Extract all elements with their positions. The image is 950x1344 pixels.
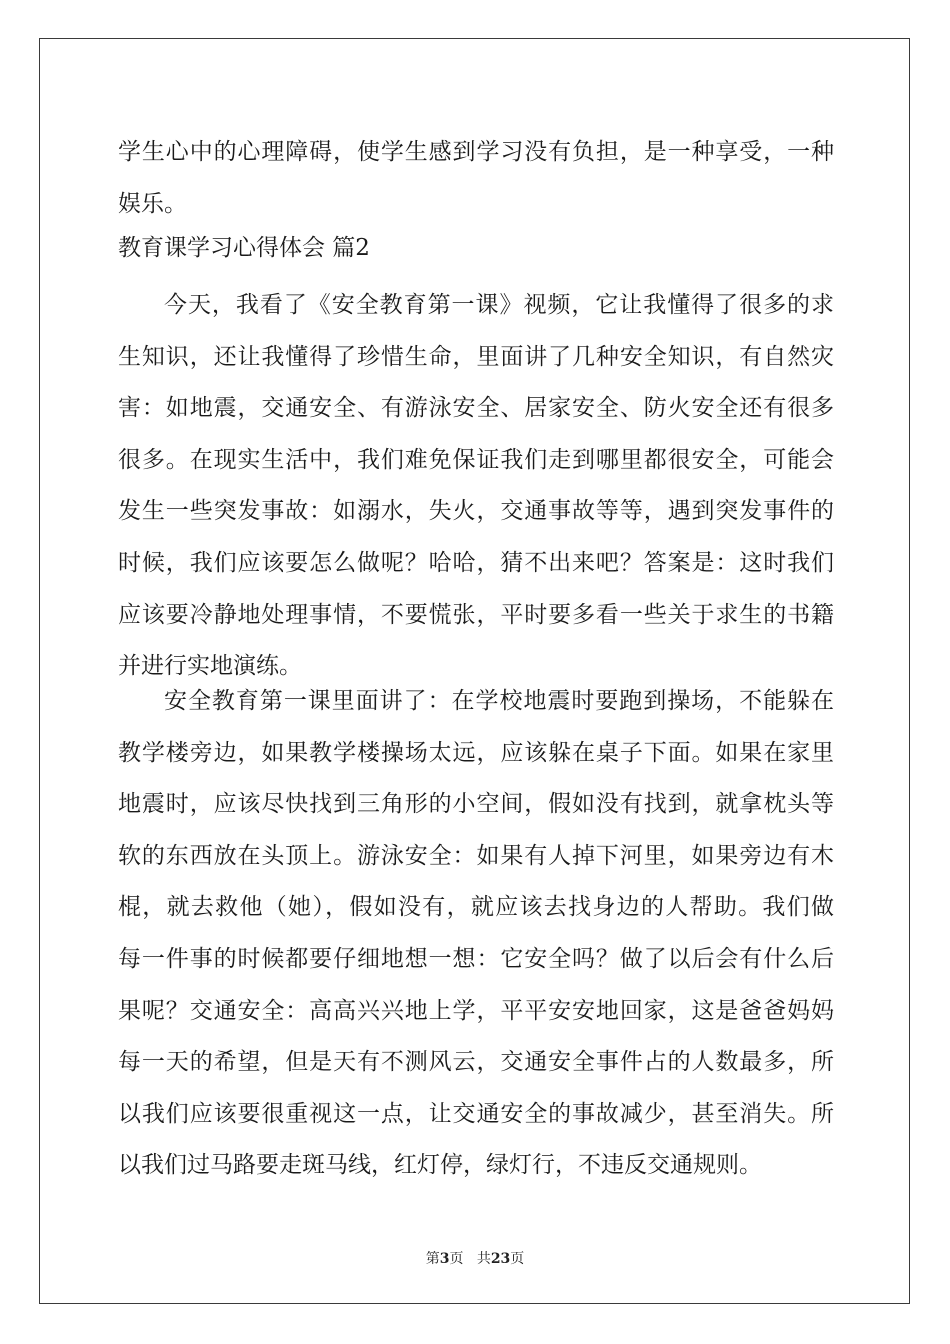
- total-suffix: 页: [510, 1251, 525, 1267]
- text-line: 以我们过马路要走斑马线，红灯停，绿灯行，不违反交通规则。: [118, 1152, 762, 1179]
- text-line: 学生心中的心理障碍，使学生感到学习没有负担，是一种享受，一种: [118, 139, 834, 165]
- text-line: 娱乐。: [118, 190, 187, 217]
- text-line: 很多。在现实生活中，我们难免保证我们走到哪里都很安全，可能会: [118, 446, 834, 473]
- text-line: 棍，就去救他（她），假如没有，就应该去找身边的人帮助。我们做: [118, 894, 834, 921]
- text-line: 并进行实地演练。: [118, 653, 302, 680]
- page-number: 3: [439, 1251, 450, 1267]
- text-line: 软的东西放在头顶上。游泳安全：如果有人掉下河里，如果旁边有木: [118, 842, 834, 869]
- section-heading: 教育课学习心得体会 篇2: [118, 235, 370, 261]
- text-line: 每一天的希望，但是天有不测风云，交通安全事件占的人数最多，所: [118, 1049, 834, 1076]
- text-line: 生知识，还让我懂得了珍惜生命，里面讲了几种安全知识，有自然灾: [118, 343, 834, 370]
- text-line: 应该要冷静地处理事情，不要慌张，平时要多看一些关于求生的书籍: [118, 601, 834, 628]
- text-line: 以我们应该要很重视这一点，让交通安全的事故减少，甚至消失。所: [118, 1100, 834, 1127]
- paragraph-1: [118, 127, 834, 230]
- text-line: 时候，我们应该要怎么做呢？哈哈，猜不出来吧？答案是：这时我们: [118, 549, 834, 576]
- text-line: 地震时，应该尽快找到三角形的小空间，假如没有找到，就拿枕头等: [118, 791, 834, 818]
- paragraph-3: [118, 676, 834, 1192]
- page-suffix: 页: [449, 1251, 464, 1267]
- paragraph-2: [118, 280, 834, 693]
- text-line: 安全教育第一课里面讲了：在学校地震时要跑到操场，不能躲在: [164, 688, 834, 714]
- text-line: 果呢？交通安全：高高兴兴地上学，平平安安地回家，这是爸爸妈妈: [118, 997, 834, 1024]
- text-line: 每一件事的时候都要仔细地想一想：它安全吗？做了以后会有什么后: [118, 945, 834, 972]
- text-line: 害：如地震，交通安全、有游泳安全、居家安全、防火安全还有很多: [118, 395, 834, 422]
- total-prefix: 共: [476, 1251, 491, 1267]
- text-line: 今天，我看了《安全教育第一课》视频，它让我懂得了很多的求: [164, 292, 834, 318]
- total-pages: 23: [490, 1251, 511, 1267]
- page-footer: [0, 1248, 950, 1268]
- page-prefix: 第: [425, 1251, 440, 1267]
- text-line: 发生一些突发事故：如溺水，失火，交通事故等等，遇到突发事件的: [118, 498, 834, 525]
- text-line: 教学楼旁边，如果教学楼操场太远，应该躲在桌子下面。如果在家里: [118, 739, 834, 766]
